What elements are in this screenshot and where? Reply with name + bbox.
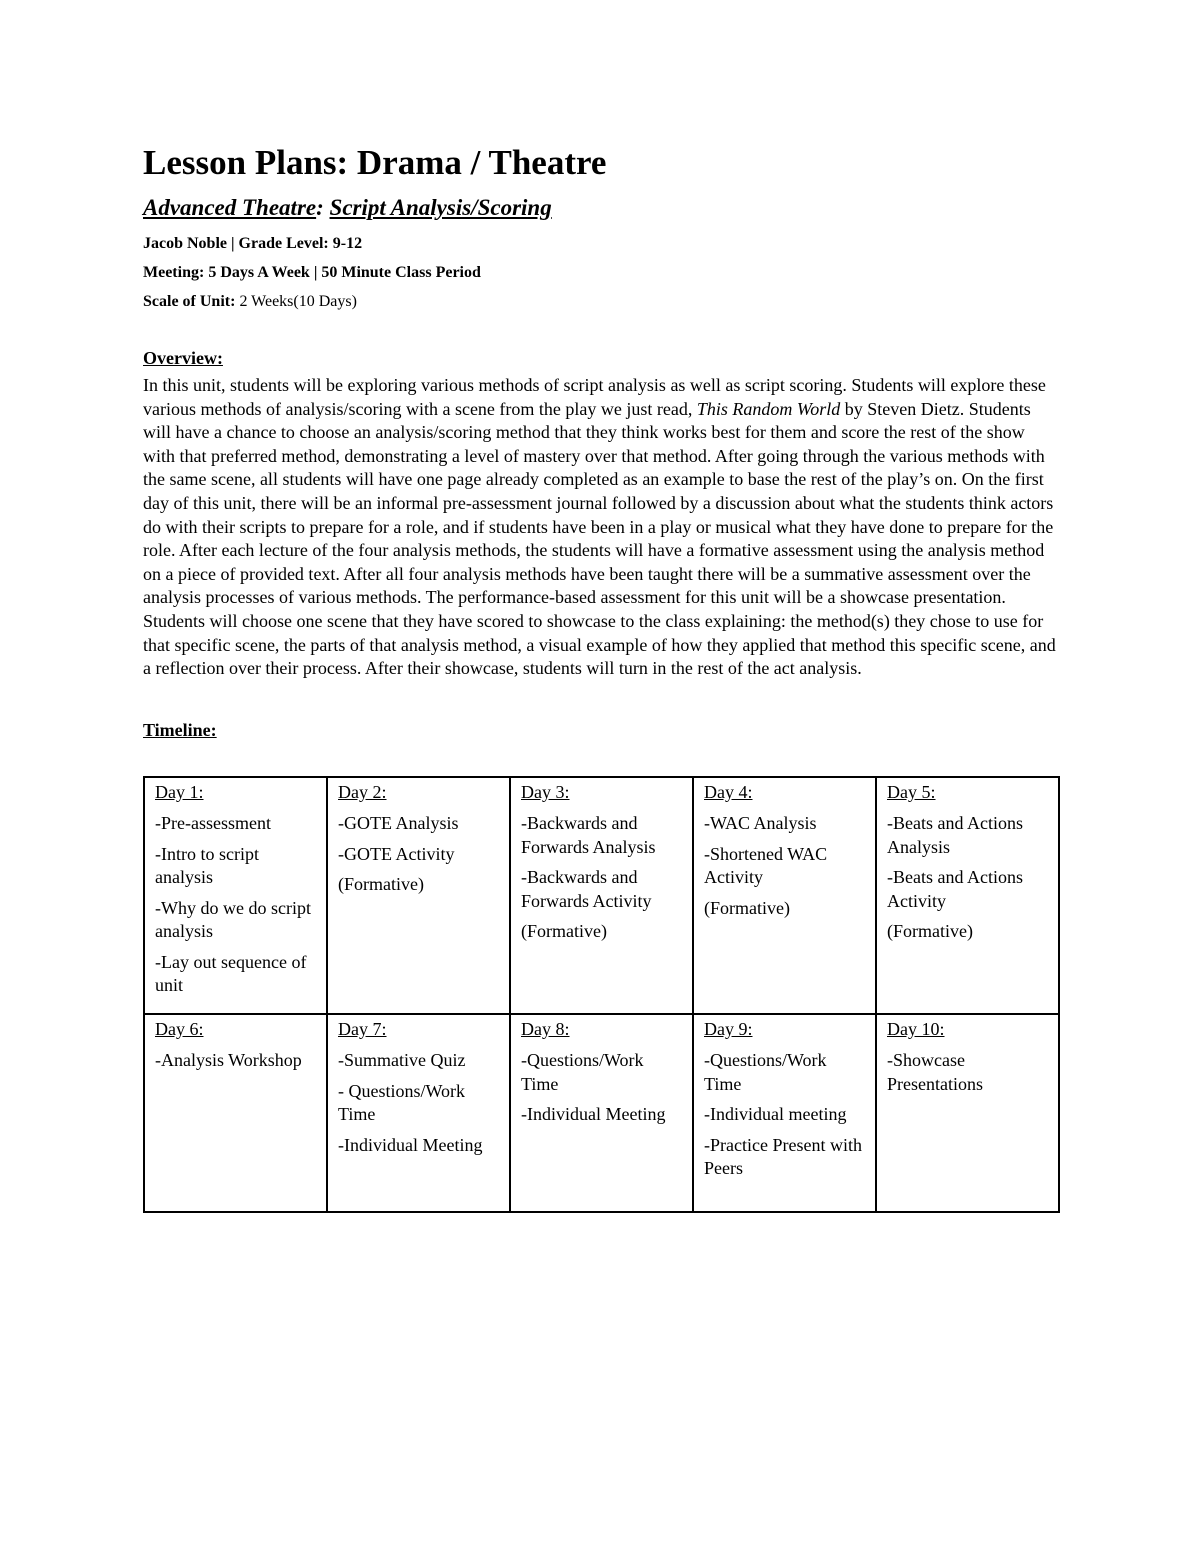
day-activity: -WAC Analysis	[704, 813, 817, 834]
day-cell	[693, 1014, 876, 1212]
day-activity: -Shortened WAC Activity	[704, 843, 828, 888]
meeting-value: 5 Days A Week | 50 Minute Class Period	[204, 264, 481, 281]
day-label: Day 5:	[887, 781, 936, 802]
day-activity: (Formative)	[887, 921, 973, 942]
course-subtitle	[143, 193, 1058, 223]
day-cell	[327, 777, 510, 1014]
day-label: Day 8:	[521, 1018, 570, 1039]
day-label: Day 1:	[155, 781, 204, 802]
day-label: Day 2:	[338, 781, 387, 802]
grade-label: Grade Level:	[238, 235, 329, 252]
page-title: Lesson Plans: Drama / Theatre	[143, 143, 607, 182]
day-label: Day 4:	[704, 781, 753, 802]
overview-heading: Overview:	[143, 348, 223, 368]
day-activity: -Individual meeting	[704, 1104, 847, 1125]
day-activity: -Questions/Work Time	[521, 1050, 644, 1094]
day-activity: - Questions/Work Time	[338, 1080, 466, 1125]
grade-value: 9-12	[328, 235, 363, 252]
overview-paragraph	[143, 374, 1058, 681]
day-cell	[693, 777, 876, 1014]
day-activity: -Beats and Actions Analysis	[887, 813, 1023, 857]
day-activity: -Backwards and Forwards Analysis	[521, 813, 656, 857]
teacher-grade-line	[143, 234, 1058, 254]
scale-label: Scale of Unit:	[143, 293, 236, 310]
day-activity: -Summative Quiz	[338, 1050, 466, 1071]
day-activity: -Analysis Workshop	[155, 1050, 302, 1071]
day-activity: -GOTE Analysis	[338, 813, 459, 834]
timeline-heading: Timeline:	[143, 719, 217, 740]
scale-value: 2 Weeks(10 Days)	[235, 293, 357, 310]
day-cell	[327, 1014, 510, 1212]
day-cell	[876, 777, 1059, 1014]
day-activity: (Formative)	[704, 897, 790, 918]
scale-line	[143, 292, 1058, 312]
day-label: Day 10:	[887, 1018, 945, 1039]
timeline-table	[143, 776, 1060, 1213]
day-label: Day 9:	[704, 1018, 753, 1039]
day-activity: -Intro to script analysis	[155, 843, 259, 888]
day-activity: -Practice Present with Peers	[704, 1134, 862, 1179]
teacher-name: Jacob Noble	[143, 235, 227, 252]
document-page	[143, 138, 1058, 1213]
day-activity: -Individual Meeting	[521, 1104, 666, 1125]
timeline-week-2	[144, 1014, 1059, 1212]
day-label: Day 7:	[338, 1018, 387, 1039]
meeting-label: Meeting:	[143, 264, 205, 281]
day-activity: -Showcase Presentations	[887, 1050, 983, 1094]
day-activity: (Formative)	[338, 874, 424, 895]
day-cell	[144, 777, 327, 1014]
subtitle-separator: :	[316, 195, 324, 220]
day-activity: -Why do we do script analysis	[155, 897, 311, 942]
timeline-week-1	[144, 777, 1059, 1014]
day-cell	[876, 1014, 1059, 1212]
day-activity: -Lay out sequence of unit	[155, 951, 307, 996]
day-cell	[510, 1014, 693, 1212]
day-label: Day 6:	[155, 1018, 204, 1039]
meta-separator: |	[227, 235, 239, 252]
day-activity: -Backwards and Forwards Activity	[521, 867, 652, 911]
overview-text-before: In this unit, students will be exploring various methods of script analysis as well as script scoring. Students will explore these various methods of analysis/scoring with a scene from the play we just read,	[143, 375, 1046, 419]
day-activity: -Questions/Work Time	[704, 1050, 827, 1094]
day-label: Day 3:	[521, 781, 570, 802]
day-cell	[144, 1014, 327, 1212]
day-activity: -Individual Meeting	[338, 1134, 483, 1155]
overview-text-after: by Steven Dietz. Students will have a chance to choose an analysis/scoring method that they think works best for them and score the rest of the show with that preferred method, demonstrating a level of mastery over that method. After going through the various methods with the same scene, all students will have one page already completed as an example to base the rest of the play’s on. On the first day of this unit, there will be an informal pre-assessment journal followed by a discussion about what the students think actors do with their scripts to prepare for a role, and if students have been in a play or musical what they have done to prepare for the role. After each lecture of the four analysis methods, the students will have a formative assessment using the analysis method on a piece of provided text. After all four analysis methods have been taught there will be a summative assessment over the analysis processes of various methods. The performance-based assessment for this unit will be a showcase presentation. Students will choose one scene that they have scored to showcase to the class explaining: the method(s) they chose to use for that specific scene, the parts of that analysis method, a visual example of how they applied that method this specific scene, and a reflection over their process. After their showcase, students will turn in the rest of the act analysis.	[143, 398, 1056, 679]
day-activity: -Pre-assessment	[155, 813, 271, 834]
day-cell	[510, 777, 693, 1014]
course-name: Advanced Theatre	[143, 195, 317, 220]
day-activity: -GOTE Activity	[338, 843, 455, 864]
day-activity: -Beats and Actions Activity	[887, 867, 1023, 911]
unit-name: Script Analysis/Scoring	[329, 195, 552, 220]
meeting-line	[143, 263, 1058, 283]
play-title: This Random World	[696, 398, 841, 419]
day-activity: (Formative)	[521, 921, 607, 942]
